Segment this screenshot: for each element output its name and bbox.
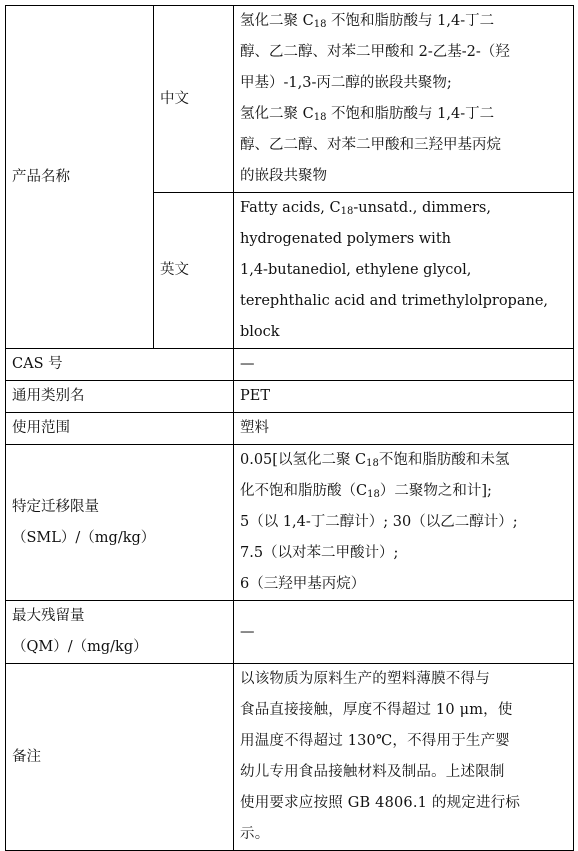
row-notes: [6, 664, 574, 851]
scope-value: 塑料: [234, 413, 574, 445]
text-line: terephthalic acid and trimethylolpropane,: [240, 293, 549, 309]
row-qm: [6, 601, 574, 664]
substance-spec-table: [5, 5, 574, 851]
notes-line: 用温度不得超过 130℃，不得用于生产婴: [240, 733, 511, 749]
notes-value: [234, 664, 574, 851]
text-line: 醇、乙二醇、对苯二甲酸和三羟甲基丙烷: [240, 137, 501, 153]
qm-label-line2: （QM）/（mg/kg）: [12, 639, 148, 655]
text-line: 氢化二聚 $C_{18}$ 不饱和脂肪酸与 1,4-丁二: [240, 106, 495, 123]
qm-label: [6, 601, 234, 664]
general-name-label: 通用类别名: [6, 381, 234, 413]
english-name-label: 英文: [154, 193, 234, 349]
chinese-name-label: 中文: [154, 6, 234, 193]
english-name-lines: [240, 193, 567, 348]
text-line: 6（三羟甲基丙烷）: [240, 576, 366, 592]
subscript: 18: [313, 112, 327, 123]
qm-value: —: [234, 601, 574, 664]
notes-label: 备注: [6, 664, 234, 851]
sml-label: [6, 445, 234, 601]
text-line: 7.5（以对苯二甲酸计）;: [240, 545, 399, 561]
sml-value: [234, 445, 574, 601]
notes-line: 示。: [240, 826, 270, 842]
notes-line: 以该物质为原料生产的塑料薄膜不得与: [240, 671, 490, 687]
product-name-label: 产品名称: [6, 6, 154, 349]
subscript: 18: [340, 206, 354, 217]
subscript: 18: [313, 19, 327, 30]
text-line: 0.05[以氢化二聚 $C_{18}$不饱和脂肪酸和未氢: [240, 452, 510, 469]
general-name-value: PET: [234, 381, 574, 413]
text-line: 醇、乙二醇、对苯二甲酸和 2-乙基-2-（羟: [240, 44, 510, 60]
row-scope: [6, 413, 574, 445]
notes-line: 幼儿专用食品接触材料及制品。上述限制: [240, 764, 505, 780]
english-name-value: [234, 193, 574, 349]
notes-lines: [240, 664, 567, 850]
row-product-name-zh: [6, 6, 574, 193]
chinese-name-lines: [240, 6, 567, 192]
row-sml: [6, 445, 574, 601]
cas-label: CAS 号: [6, 349, 234, 381]
scope-label: 使用范围: [6, 413, 234, 445]
text-line: Fatty acids, $C_{18}$-unsatd., dimmers,: [240, 200, 491, 217]
sml-lines: [240, 445, 567, 600]
text-line: 氢化二聚 $C_{18}$ 不饱和脂肪酸与 1,4-丁二: [240, 13, 495, 30]
subscript: 18: [367, 489, 380, 500]
cas-value: —: [234, 349, 574, 381]
row-general-name: [6, 381, 574, 413]
text-line: block: [240, 324, 280, 340]
text-line: 的嵌段共聚物: [240, 168, 327, 184]
notes-line: 食品直接接触，厚度不得超过 10 μm，使: [240, 702, 513, 718]
text-line: 化不饱和脂肪酸$(C_{18})$二聚物之和计];: [240, 483, 492, 500]
subscript: 18: [366, 458, 379, 469]
sml-label-line2: （SML）/（mg/kg）: [12, 529, 156, 546]
text-line: 5（以 1,4-丁二醇计）; 30（以乙二醇计）;: [240, 514, 518, 530]
text-line: 甲基）-1,3-丙二醇的嵌段共聚物;: [240, 75, 452, 91]
qm-label-line1: 最大残留量: [12, 608, 85, 624]
notes-line: 使用要求应按照 GB 4806.1 的规定进行标: [240, 795, 521, 811]
text-line: 1,4-butanediol, ethylene glycol,: [240, 262, 472, 278]
sml-label-line1: 特定迁移限量: [12, 498, 99, 515]
row-cas: [6, 349, 574, 381]
text-line: hydrogenated polymers with: [240, 231, 451, 247]
chinese-name-value: [234, 6, 574, 193]
